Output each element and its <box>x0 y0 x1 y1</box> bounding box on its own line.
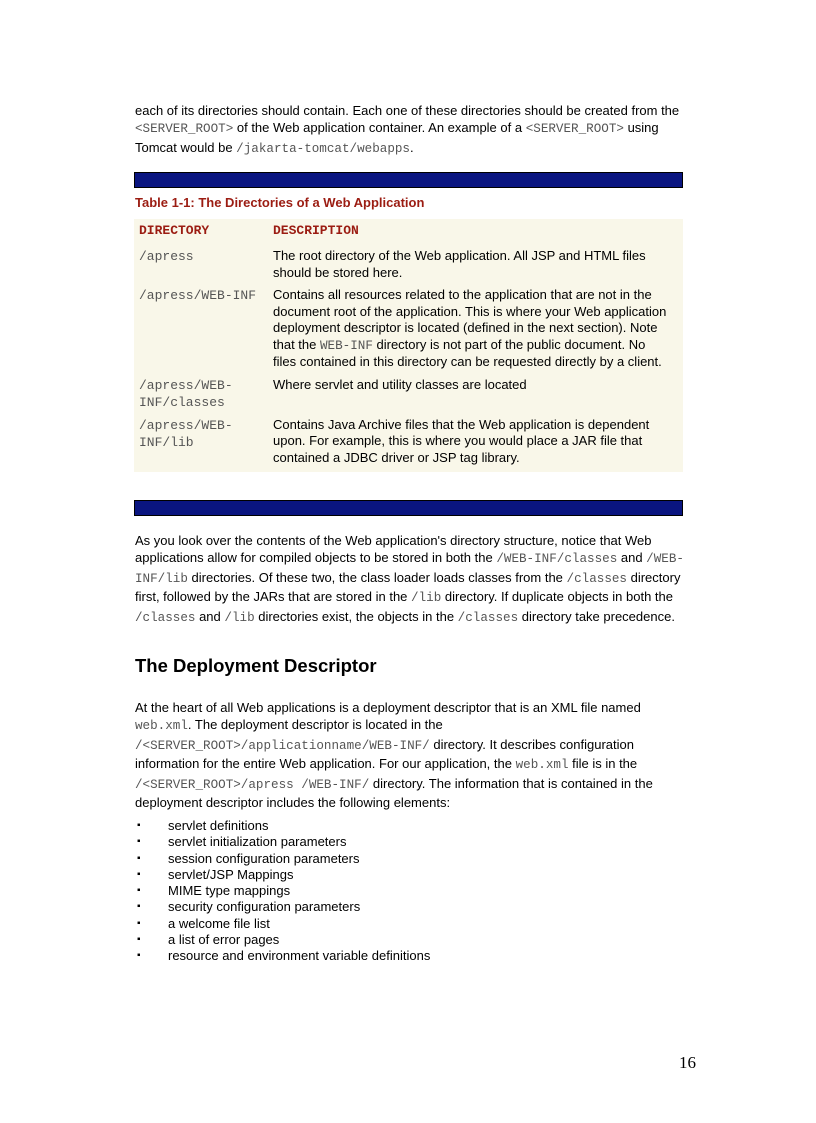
directory-cell: /apress/WEB-INF/classes <box>139 377 233 410</box>
paragraph-text: directory. If duplicate objects in both the <box>441 589 673 605</box>
code-path: /classes <box>457 610 519 625</box>
intro-paragraph <box>135 102 685 158</box>
code-tomcat-path: /jakarta-tomcat/webapps <box>236 141 410 156</box>
structure-paragraph <box>135 532 685 627</box>
page-number: 16 <box>679 1053 696 1072</box>
section-heading: The Deployment Descriptor <box>135 655 377 676</box>
code-web-inf: WEB-INF <box>319 338 373 353</box>
paragraph-text: and <box>195 608 225 624</box>
description-cell: Where servlet and utility classes are located <box>273 376 527 392</box>
code-server-root: <SERVER_ROOT> <box>525 122 624 137</box>
descriptor-paragraph <box>135 699 685 811</box>
code-path: /WEB-INF/classes <box>496 552 618 567</box>
code-web-xml: web.xml <box>135 719 188 734</box>
code-web-xml: web.xml <box>515 758 569 773</box>
code-path: /<SERVER_ROOT>/applicationname/WEB-INF/ <box>135 738 430 753</box>
directory-cell: /apress/WEB-INF/lib <box>139 417 233 450</box>
code-path: /classes <box>566 571 627 586</box>
paragraph-text: directory take precedence. <box>518 608 675 624</box>
paragraph-text: . The deployment descriptor is located in the <box>187 717 443 733</box>
list-item: ▪ MIME type mappings <box>135 883 430 899</box>
intro-text: of the Web application container. An example of a <box>233 120 526 136</box>
table-top-rule <box>134 172 683 188</box>
table-caption: Table 1-1: The Directories of a Web Application <box>135 195 425 210</box>
intro-text: each of its directories should contain. Each one of these directories should be created from the <box>135 103 680 118</box>
code-path: /lib <box>411 591 442 606</box>
directory-cell: /apress <box>139 249 194 264</box>
intro-text: . <box>410 139 414 155</box>
description-text: directory is not part of the public document. No files contained in this directory can be requested directly by a client. <box>273 336 662 369</box>
elements-list <box>135 818 430 965</box>
header-directory: DIRECTORY <box>139 223 210 238</box>
paragraph-text: directory first, followed by the JARs that are stored in the <box>135 569 681 605</box>
description-cell: Contains Java Archive files that the Web application is dependent upon. For example, this is where you would place a JAR file that contained a JDBC driver or JSP tag library. <box>273 416 650 465</box>
directory-cell: /apress/WEB-INF <box>139 288 257 303</box>
table-row <box>134 377 683 417</box>
description-cell: The root directory of the Web application. All JSP and HTML files should be stored here. <box>273 248 646 280</box>
paragraph-text: As you look over the contents of the Web application's directory structure, notice that Web applications allow for compiled objects to be stored in both the <box>135 533 652 566</box>
list-item: ▪ servlet definitions <box>135 818 430 834</box>
table-header-row <box>134 219 683 248</box>
description-cell <box>273 287 683 377</box>
paragraph-text: directory. The information that is contained in the deployment descriptor includes the following elements: <box>135 775 653 811</box>
list-item: ▪ security configuration parameters <box>135 899 430 915</box>
paragraph-text: At the heart of all Web applications is a deployment descriptor that is an XML file named <box>135 700 641 715</box>
code-path: /<SERVER_ROOT>/apress /WEB-INF/ <box>135 777 370 792</box>
table-row <box>134 417 683 473</box>
paragraph-text: file is in the <box>568 756 638 772</box>
code-path: /lib <box>224 610 255 625</box>
table-bottom-rule <box>134 500 683 516</box>
description-text: Contains all resources related to the application that are not in the document root of the application. This is where your Web application deployment descriptor is located (defined in the next section). Note that the <box>273 287 667 352</box>
header-description: DESCRIPTION <box>273 223 359 238</box>
table-row <box>134 248 683 287</box>
list-item: ▪ a list of error pages <box>135 932 430 948</box>
list-item: ▪ servlet initialization parameters <box>135 834 430 850</box>
intro-text: using Tomcat would be <box>135 120 659 155</box>
list-item: ▪ a welcome file list <box>135 916 430 932</box>
code-server-root: <SERVER_ROOT> <box>135 122 234 137</box>
paragraph-text: and <box>617 550 647 566</box>
code-path: /WEB-INF/lib <box>135 552 684 586</box>
code-path: /classes <box>135 610 196 625</box>
list-item: ▪ session configuration parameters <box>135 851 430 867</box>
paragraph-text: directories. Of these two, the class loader loads classes from the <box>187 569 567 585</box>
list-item: ▪ servlet/JSP Mappings <box>135 867 430 883</box>
list-item: ▪ resource and environment variable definitions <box>135 948 430 964</box>
paragraph-text: directories exist, the objects in the <box>254 608 458 624</box>
paragraph-text: directory. It describes configuration information for the entire Web application. For our application, the <box>135 736 634 772</box>
directories-table <box>134 219 683 472</box>
table-row <box>134 287 683 377</box>
